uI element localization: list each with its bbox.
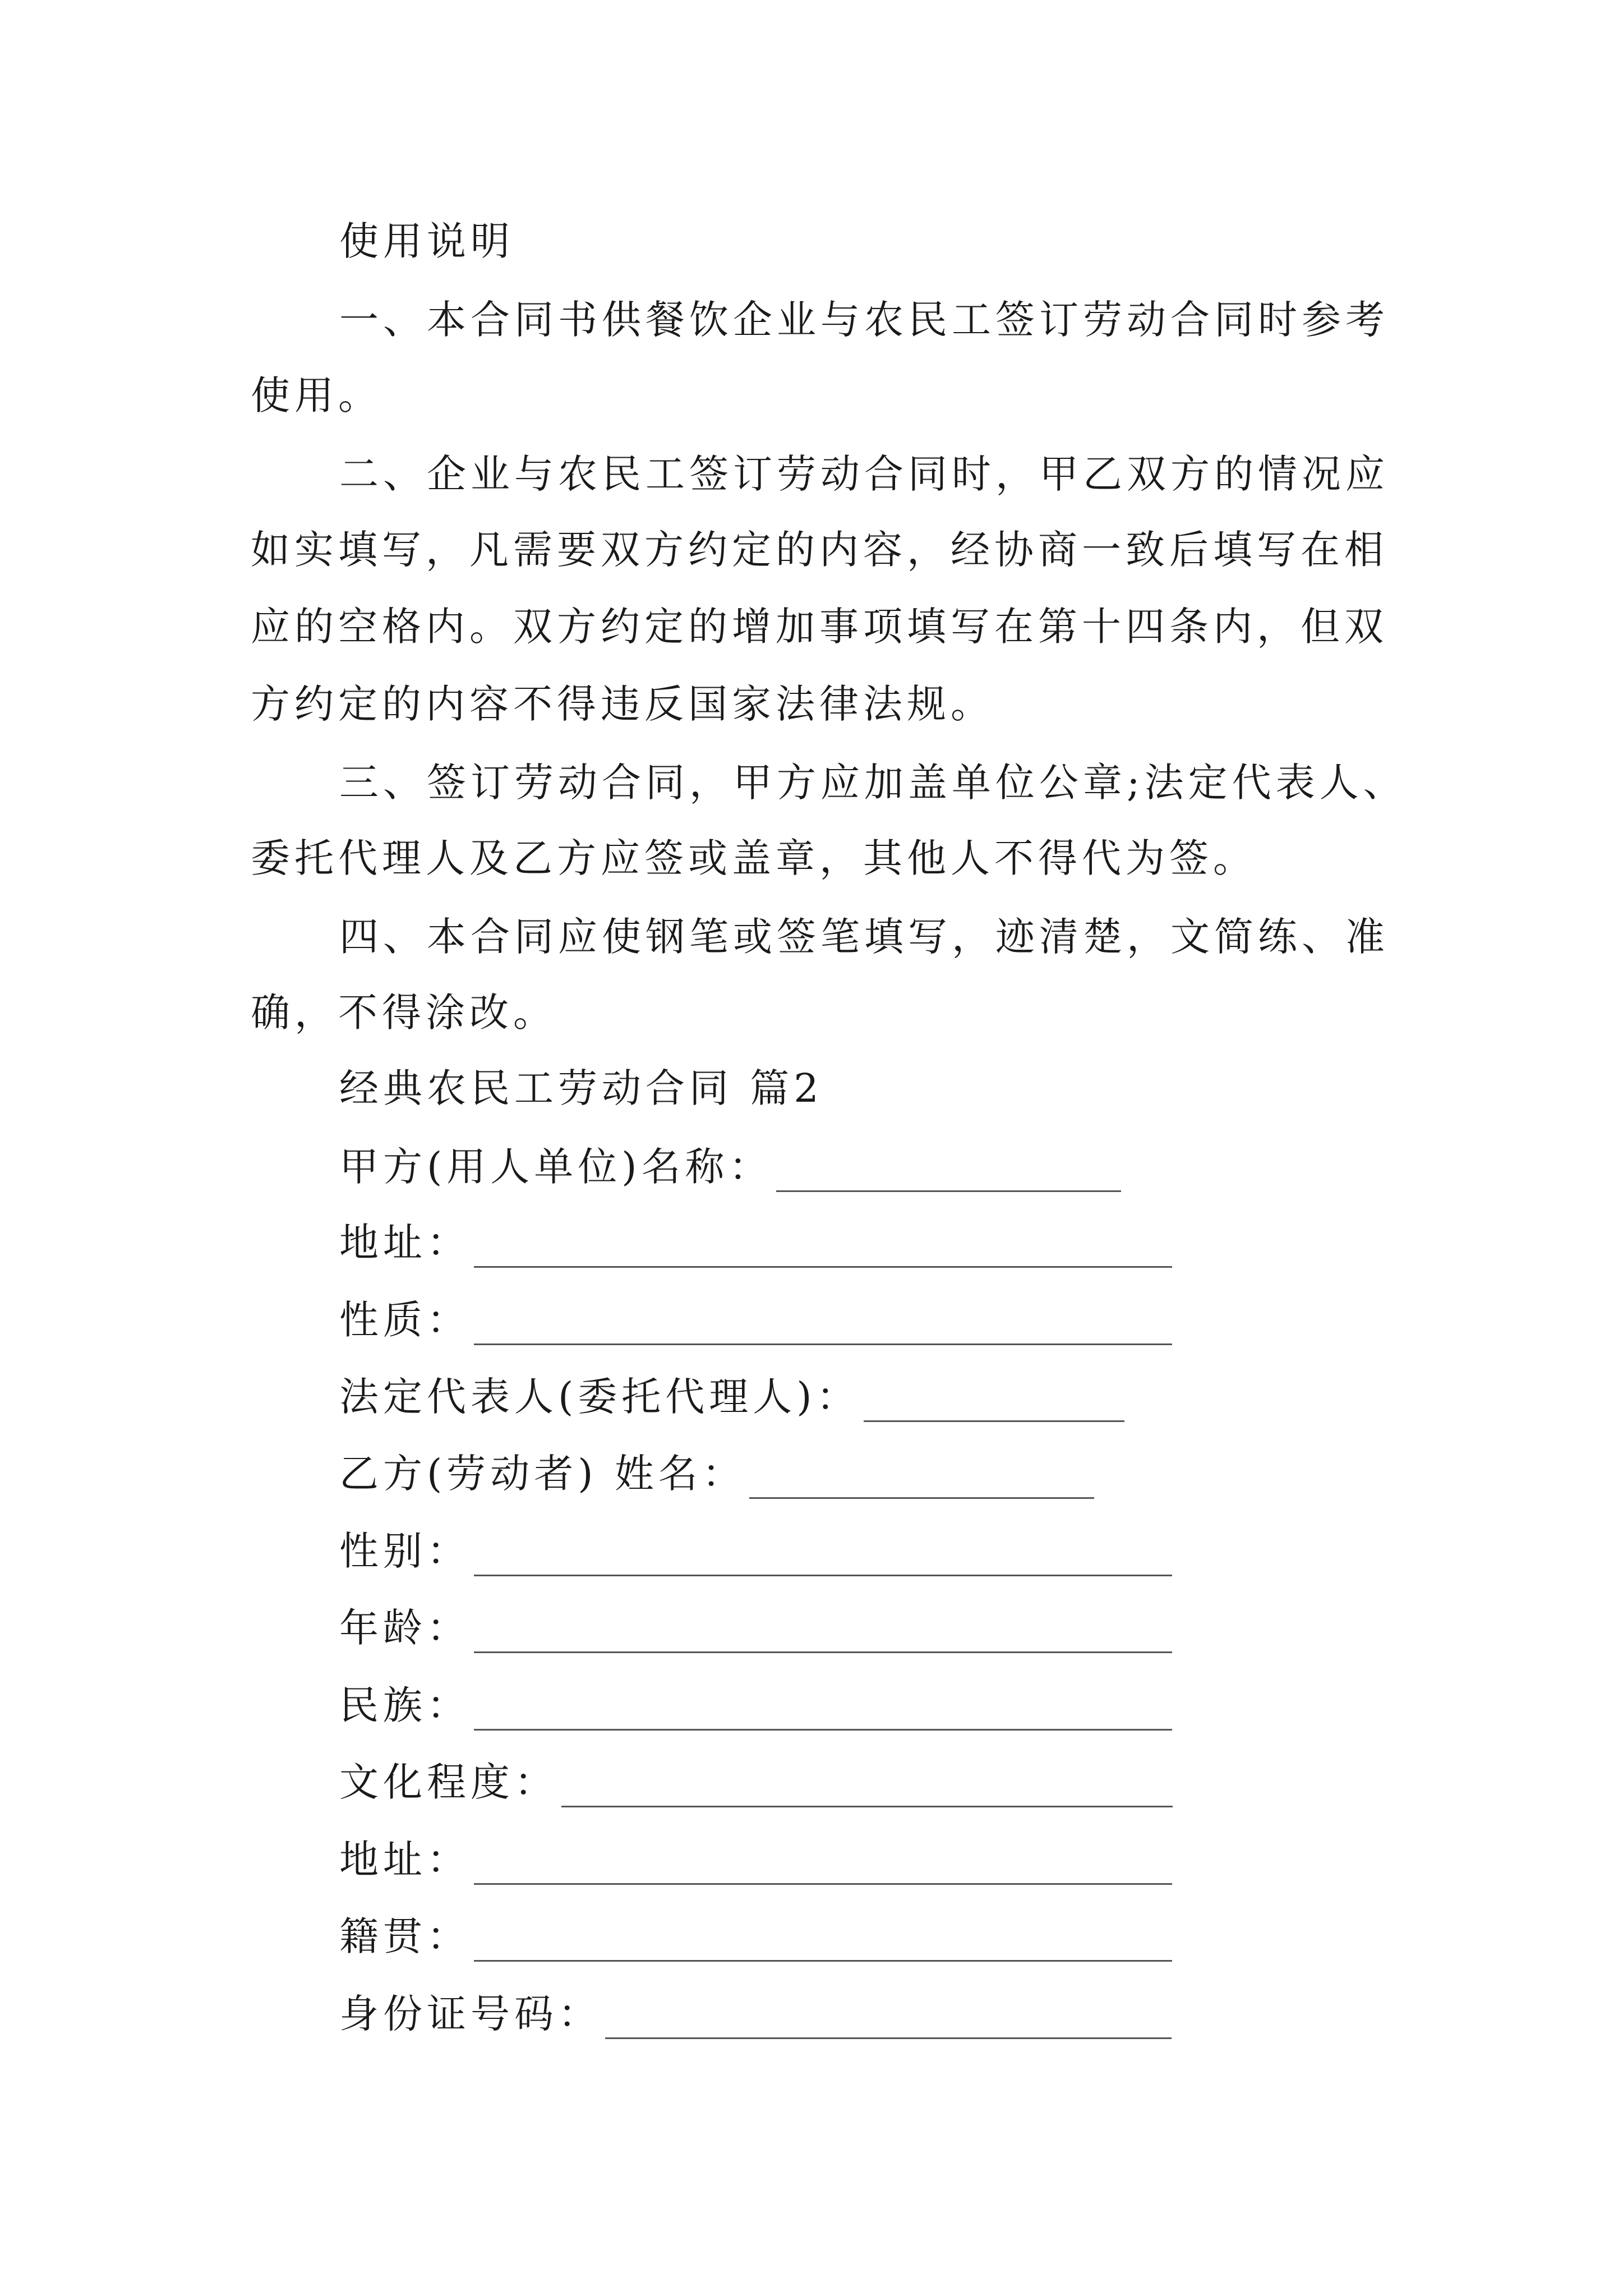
employer-address-blank[interactable] [474, 1231, 1172, 1268]
employee-ethnicity-blank[interactable] [474, 1694, 1172, 1731]
instructions-heading: 使用说明 [339, 218, 514, 264]
employer-nature-label: 性质： [339, 1297, 471, 1343]
employee-address-label: 地址： [339, 1837, 471, 1883]
instruction-1-line-1: 一、本合同书供餐饮企业与农民工签订劳动合同时参考 [339, 297, 1389, 343]
employee-id-number-label: 身份证号码： [339, 1991, 602, 2037]
employee-name-label: 乙方(劳动者) 姓名： [339, 1451, 746, 1497]
employer-address-field [339, 1217, 1172, 1268]
employee-education-blank[interactable] [561, 1771, 1173, 1807]
employer-name-label: 甲方(用人单位)名称： [339, 1144, 773, 1190]
instruction-2-line-3: 应的空格内。双方约定的增加事项填写在第十四条内，但双 [251, 604, 1388, 650]
instruction-2-line-4: 方约定的内容不得违反国家法律法规。 [251, 681, 994, 727]
employee-gender-field [339, 1526, 1172, 1576]
legal-representative-label: 法定代表人(委托代理人)： [339, 1374, 860, 1420]
instruction-4-line-1: 四、本合同应使钢笔或签笔填写，迹清楚，文简练、准 [339, 914, 1389, 960]
employee-id-number-field [339, 1989, 1172, 2039]
employee-name-field [339, 1448, 1094, 1499]
employee-gender-blank[interactable] [474, 1540, 1172, 1576]
legal-representative-field [339, 1372, 1124, 1422]
employee-education-label: 文化程度： [339, 1759, 558, 1805]
instruction-4-line-2: 确，不得涂改。 [251, 990, 557, 1036]
employer-name-field [339, 1142, 1121, 1192]
legal-representative-blank[interactable] [864, 1386, 1124, 1422]
employee-id-number-blank[interactable] [605, 2003, 1172, 2039]
instruction-2-line-2: 如实填写，凡需要双方约定的内容，经协商一致后填写在相 [251, 527, 1388, 573]
employee-age-label: 年龄： [339, 1605, 471, 1651]
employee-name-blank[interactable] [749, 1462, 1094, 1499]
employee-education-field [339, 1757, 1173, 1807]
employee-age-field [339, 1603, 1172, 1653]
employee-age-blank[interactable] [474, 1617, 1172, 1653]
employee-address-blank[interactable] [474, 1848, 1172, 1885]
employer-address-label: 地址： [339, 1220, 471, 1266]
employer-nature-field [339, 1295, 1172, 1345]
instruction-2-line-1: 二、企业与农民工签订劳动合同时，甲乙双方的情况应 [339, 451, 1389, 497]
employee-ethnicity-label: 民族： [339, 1682, 471, 1728]
employee-ethnicity-field [339, 1680, 1172, 1731]
employer-name-blank[interactable] [776, 1156, 1121, 1192]
employee-hometown-field [339, 1911, 1172, 1962]
contract-title: 经典农民工劳动合同 篇2 [339, 1065, 823, 1111]
instruction-3-line-2: 委托代理人及乙方应签或盖章，其他人不得代为签。 [251, 835, 1257, 881]
instruction-3-line-1: 三、签订劳动合同，甲方应加盖单位公章;法定代表人、 [339, 760, 1407, 806]
employee-address-field [339, 1834, 1172, 1885]
employee-gender-label: 性别： [339, 1528, 471, 1574]
employee-hometown-blank[interactable] [474, 1925, 1172, 1962]
employee-hometown-label: 籍贯： [339, 1913, 471, 1959]
employer-nature-blank[interactable] [474, 1309, 1172, 1345]
instruction-1-line-2: 使用。 [251, 372, 382, 418]
